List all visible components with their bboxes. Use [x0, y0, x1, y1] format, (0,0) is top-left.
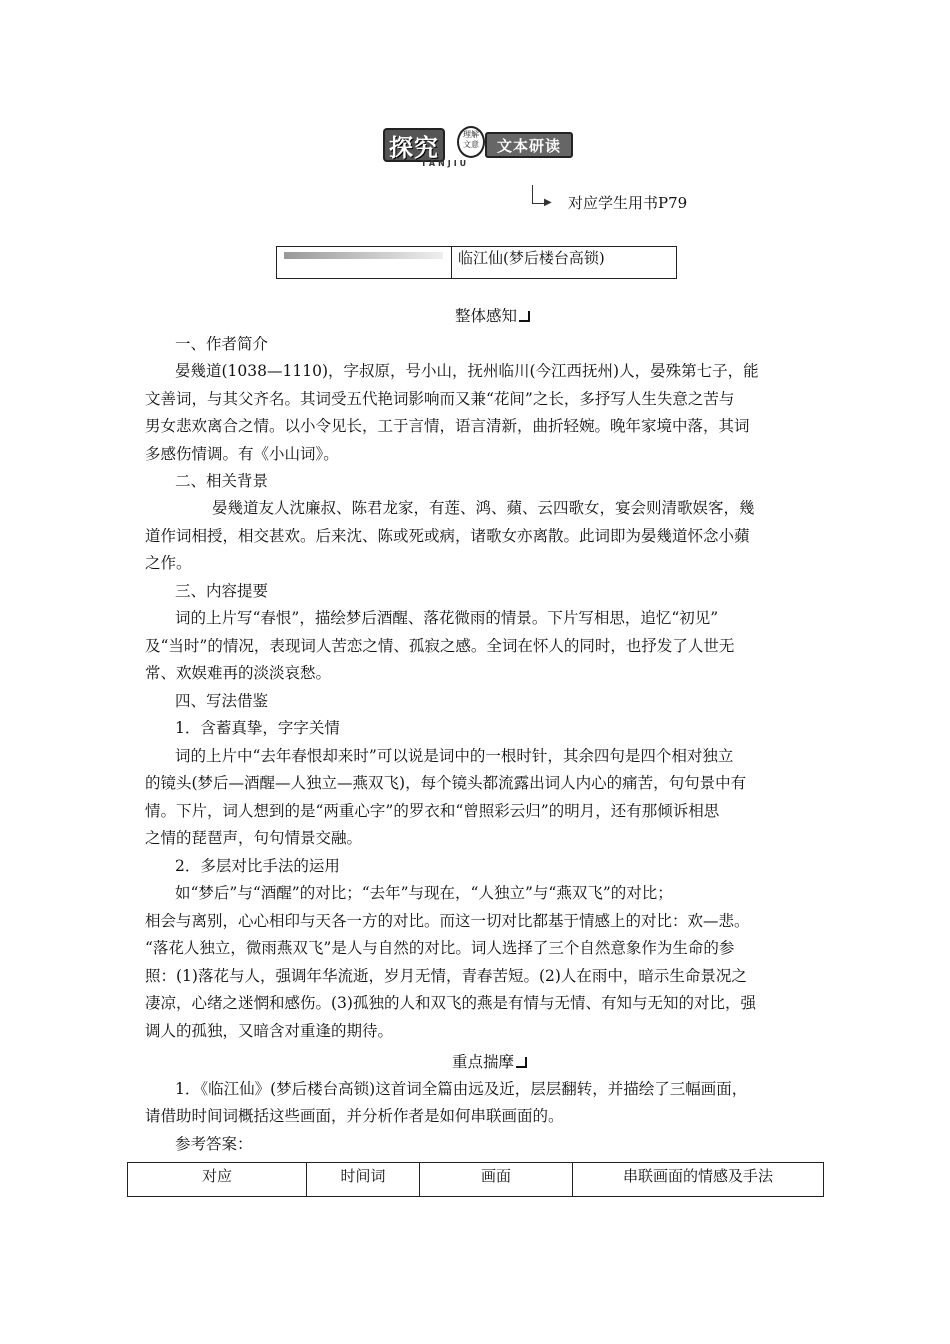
focus-heading-text: 重点揣摩: [452, 1053, 515, 1071]
question-line: 请借助时间词概括这些画面，并分析作者是如何串联画面的。: [145, 1107, 564, 1125]
paragraph-line: 文善词，与其父齐名。其词受五代艳词影响而又兼“花间”之长，多抒写人生失意之苦与: [145, 390, 735, 408]
banner-main-text: 探究: [389, 133, 439, 162]
banner-sub: TANJIU: [421, 159, 470, 168]
section-heading: 一、作者简介: [175, 335, 269, 353]
paragraph-line: 道作词相授，相交甚欢。后来沈、陈或死或病，诸歌女亦离散。此词即为晏幾道怀念小蘋: [145, 527, 750, 545]
paragraph-line: 情。下片，词人想到的是“两重心字”的罗衣和“曾照彩云归”的明月，还有那倾诉相思: [145, 802, 720, 820]
paragraph-line: 常、欢娱难再的淡淡哀愁。: [145, 664, 332, 682]
paragraph-line: 照：(1)落花与人，强调年华流逝，岁月无情，青春苦短。(2)人在雨中，暗示生命景况之: [145, 967, 747, 985]
paragraph-line: 之情的琵琶声，句句情景交融。: [145, 829, 363, 847]
table-header-row: [128, 1163, 824, 1197]
section-heading: 三、内容提要: [175, 582, 269, 600]
paragraph-line: 晏幾道友人沈廉叔、陈君龙家，有莲、鸿、蘋、云四歌女，宴会则清歌娱客，幾: [212, 499, 755, 517]
banner-main: [383, 128, 445, 162]
table-header-cell: 时间词: [307, 1163, 420, 1197]
corner-mark-icon: [519, 311, 530, 322]
paragraph-line: 词的上片写“春恨”，描绘梦后酒醒、落花微雨的情景。下片写相思，追忆“初见”: [175, 609, 719, 627]
paragraph-line: “落花人独立，微雨燕双飞”是人与自然的对比。词人选择了三个自然意象作为生命的参: [145, 939, 735, 957]
sub-heading: 1．含蓄真挚，字字关情: [175, 719, 340, 737]
section-banner: [383, 122, 613, 170]
paragraph-line: 凄凉，心绪之迷惘和感伤。(3)孤独的人和双飞的燕是有情与无情、有知与无知的对比，强: [145, 994, 756, 1012]
title-strip: [284, 252, 443, 259]
banner-badge: [457, 126, 485, 158]
overview-heading-text: 整体感知: [455, 307, 518, 325]
answer-label: 参考答案：: [175, 1135, 253, 1153]
paragraph-line: 晏幾道(1038—1110)，字叔原，号小山，抚州临川(今江西抚州)人，晏殊第七子，能: [175, 362, 759, 380]
poem-title: 临江仙(梦后楼台高锁): [458, 249, 605, 267]
corner-mark-icon: [516, 1057, 527, 1068]
paragraph-line: 词的上片中“去年春恨却来时”可以说是词中的一根时针，其余四句是四个相对独立: [175, 747, 734, 765]
arrow-right-icon: ▶: [544, 197, 552, 208]
table-header-cell: 画面: [420, 1163, 573, 1197]
table-header-cell: 对应: [128, 1163, 307, 1197]
title-box: [276, 246, 677, 279]
page-reference: 对应学生用书P79: [568, 194, 688, 212]
question-line: 1．《临江仙》(梦后楼台高锁)这首词全篇由远及近，层层翻转，并描绘了三幅画面，: [175, 1080, 748, 1098]
answer-table: [127, 1162, 824, 1197]
title-label-cell: [277, 247, 452, 278]
paragraph-line: 如“梦后”与“酒醒”的对比；“去年”与现在，“人独立”与“燕双飞”的对比；: [175, 884, 673, 902]
paragraph-line: 及“当时”的情况，表现词人苦恋之情、孤寂之感。全词在怀人的同时，也抒发了人世无: [145, 637, 735, 655]
paragraph-line: 之作。: [145, 554, 192, 572]
section-heading: 二、相关背景: [175, 472, 269, 490]
table-header-cell: 串联画面的情感及手法: [573, 1163, 824, 1197]
focus-heading: [452, 1050, 527, 1072]
paragraph-line: 男女悲欢离合之情。以小令见长，工于言情，语言清新，曲折轻婉。晚年家境中落，其词: [145, 417, 750, 435]
overview-heading: [455, 304, 530, 326]
paragraph-line: 相会与离别，心心相印与天各一方的对比。而这一切对比都基于情感上的对比：欢—悲。: [145, 912, 750, 930]
paragraph-line: 调人的孤独，又暗含对重逢的期待。: [145, 1022, 394, 1040]
sub-heading: 2．多层对比手法的运用: [175, 857, 340, 875]
banner-right-text: 文本研读: [485, 132, 573, 158]
banner-badge-top: 理解: [463, 130, 479, 139]
banner-badge-bottom: 文意: [463, 140, 479, 149]
section-heading: 四、写法借鉴: [175, 692, 269, 710]
paragraph-line: 的镜头(梦后—酒醒—人独立—燕双飞)，每个镜头都流露出词人内心的痛苦，句句景中有: [145, 774, 747, 792]
paragraph-line: 多感伤情调。有《小山词》。: [145, 445, 339, 463]
